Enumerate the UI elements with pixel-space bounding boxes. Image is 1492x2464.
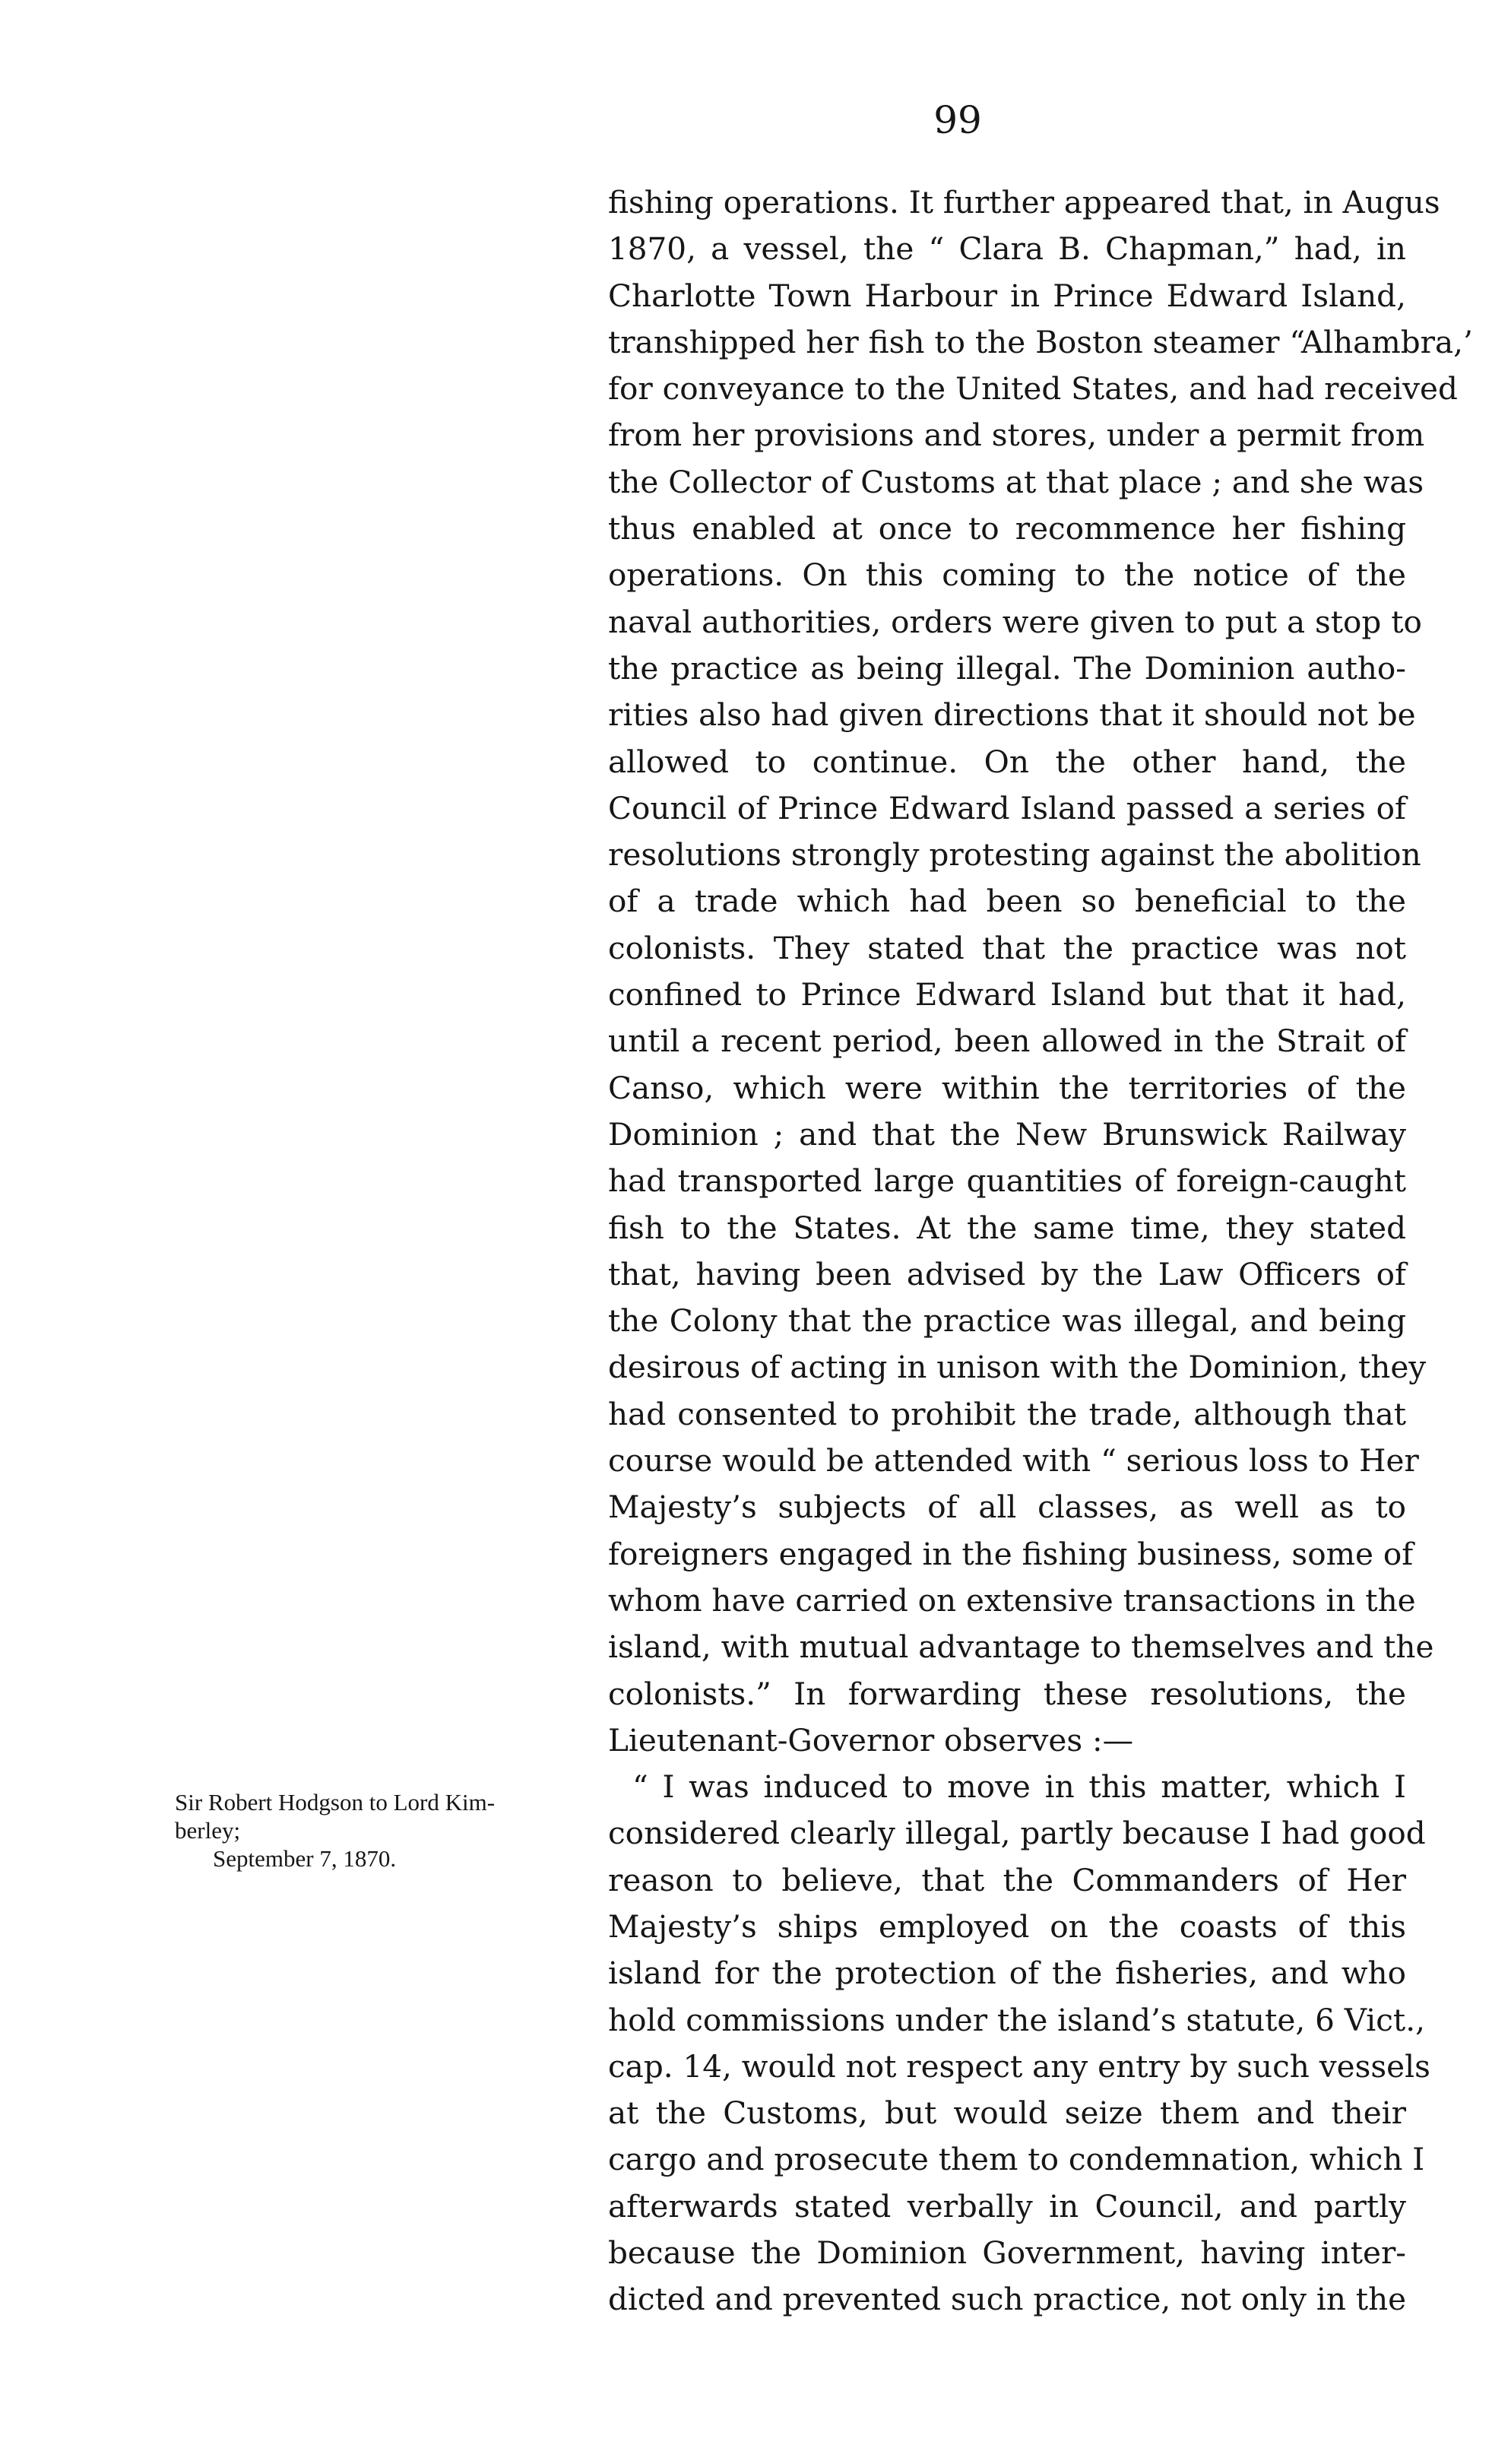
text-line: the Colony that the practice was illegal, and being	[608, 1302, 1406, 1340]
text-line: considered clearly illegal, partly because I had good	[608, 1815, 1426, 1852]
text-line: foreigners engaged in the fishing business, some of	[608, 1535, 1414, 1572]
text-line: had consented to prohibit the trade, although that	[608, 1395, 1406, 1432]
text-line: operations. On this coming to the notice of the	[608, 557, 1406, 594]
text-line: confined to Prince Edward Island but that it had,	[608, 976, 1406, 1013]
text-line: allowed to continue. On the other hand, the	[608, 743, 1406, 780]
quote-start-line: “ I was induced to move in this matter, which I	[632, 1768, 1406, 1806]
text-line: dicted and prevented such practice, not only in the	[608, 2281, 1407, 2318]
text-line: resolutions strongly protesting against the abolition	[608, 836, 1421, 874]
text-line: had transported large quantities of foreign-caught	[608, 1162, 1406, 1200]
body-text	[608, 179, 1473, 2323]
text-line: Canso, which were within the territories of the	[608, 1069, 1406, 1106]
text-line: Charlotte Town Harbour in Prince Edward Island,	[608, 277, 1406, 314]
text-line: whom have carried on extensive transactions in the	[608, 1581, 1416, 1619]
text-line: thus enabled at once to recommence her fishing	[608, 510, 1406, 547]
text-line: Lieutenant-Governor observes :—	[608, 1721, 1134, 1758]
text-line: afterwards stated verbally in Council, and partly	[608, 2187, 1406, 2225]
text-line: naval authorities, orders were given to put a stop to	[608, 603, 1422, 640]
text-line: the practice as being illegal. The Dominion autho-	[608, 649, 1406, 687]
page-number: 99	[933, 98, 982, 142]
text-line: island for the protection of the fisheries, and who	[608, 1955, 1406, 1992]
text-line: desirous of acting in unison with the Dominion, they	[608, 1349, 1427, 1386]
text-line: fishing operations. It further appeared that, in Augus	[608, 184, 1440, 220]
text-line: 1870, a vessel, the “ Clara B. Chapman,” had, in	[608, 230, 1406, 268]
text-line: that, having been advised by the Law Officers of	[608, 1255, 1406, 1292]
text-line: transhipped her fish to the Boston steamer “Alhambra,’	[608, 323, 1473, 360]
text-line: colonists. They stated that the practice was not	[608, 929, 1406, 966]
text-line: course would be attended with “ serious loss to Her	[608, 1442, 1419, 1479]
text-line: fish to the States. At the same time, they stated	[608, 1209, 1406, 1246]
text-line: cap. 14, would not respect any entry by such vessels	[608, 2047, 1430, 2085]
marginal-note-line: Sir Robert Hodgson to Lord Kim-	[175, 1789, 496, 1815]
text-line: until a recent period, been allowed in the Strait of	[608, 1023, 1406, 1060]
text-line: rities also had given directions that it should not be	[608, 696, 1416, 734]
text-line: Majesty’s ships employed on the coasts of this	[608, 1907, 1406, 1945]
text-line: the Collector of Customs at that place ; and she was	[608, 463, 1424, 500]
text-line: from her provisions and stores, under a permit from	[608, 417, 1425, 454]
marginal-note-date: September 7, 1870.	[213, 1845, 397, 1872]
text-line: colonists.” In forwarding these resolutions, the	[608, 1675, 1406, 1712]
text-line: cargo and prosecute them to condemnation, which I	[608, 2141, 1425, 2178]
text-line: at the Customs, but would seize them and their	[608, 2095, 1406, 2132]
text-line: reason to believe, that the Commanders of Her	[608, 1861, 1406, 1898]
text-line: for conveyance to the United States, and had received	[608, 370, 1458, 407]
text-line: of a trade which had been so beneficial to the	[608, 883, 1406, 920]
text-line: Council of Prince Edward Island passed a series of	[608, 789, 1406, 826]
text-line: hold commissions under the island’s statute, 6 Vict.,	[608, 2001, 1425, 2038]
text-line: Dominion ; and that the New Brunswick Railway	[608, 1115, 1406, 1153]
marginal-note	[175, 1788, 570, 1873]
text-line: because the Dominion Government, having inter-	[608, 2234, 1406, 2272]
marginal-note-line: berley;	[175, 1817, 241, 1844]
text-line: island, with mutual advantage to themselves and the	[608, 1628, 1434, 1666]
text-line: Majesty’s subjects of all classes, as well as to	[608, 1489, 1406, 1526]
